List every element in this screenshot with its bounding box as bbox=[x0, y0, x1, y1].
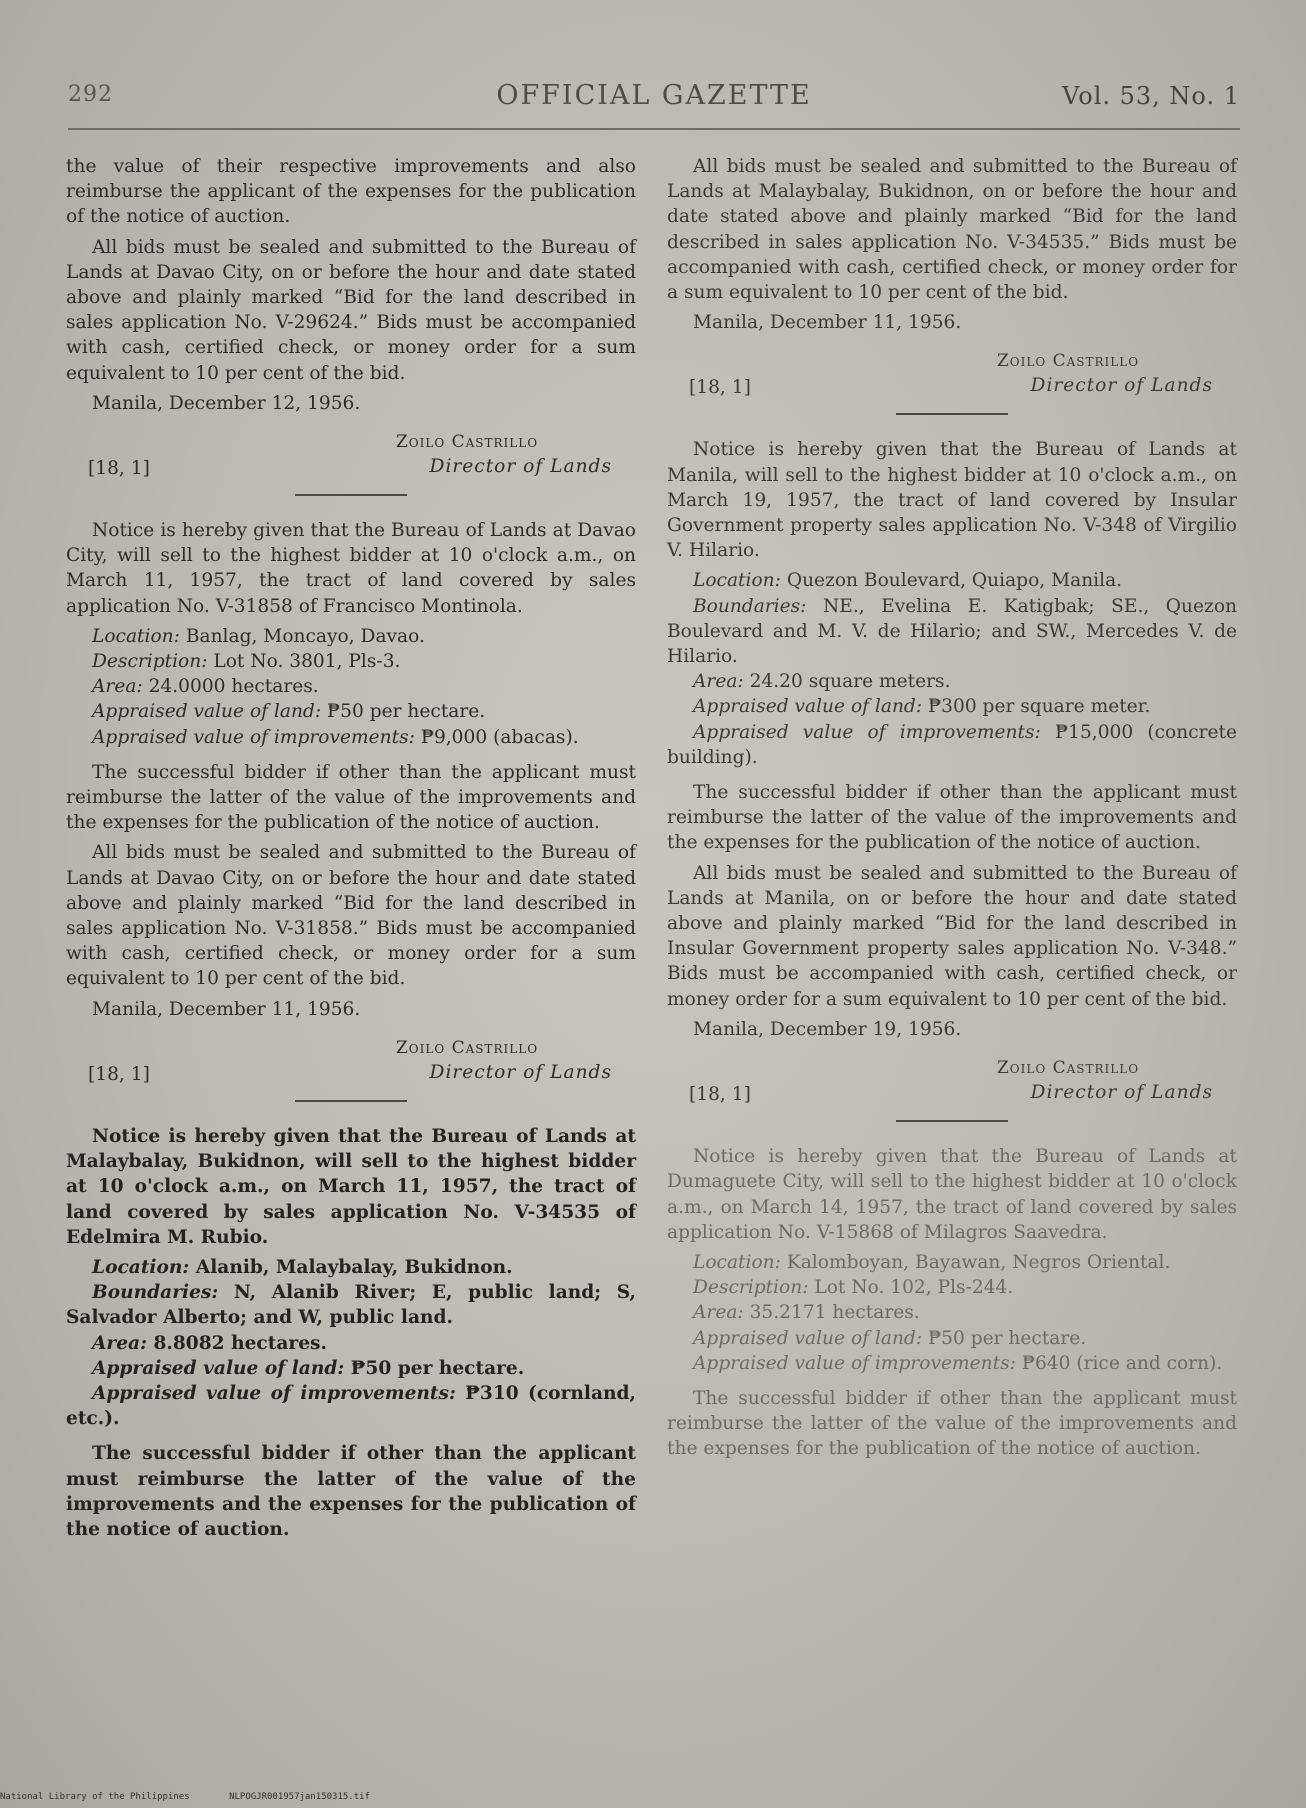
successful-bidder-paragraph: The successful bidder if other than the applicant must reimburse the latter of the value of the improvements and the expenses for the publication of the notice of auction. bbox=[66, 761, 636, 834]
signature-block bbox=[66, 430, 636, 482]
notice-date: Manila, December 11, 1956. bbox=[693, 312, 962, 334]
location-field bbox=[667, 1250, 1237, 1275]
appraised-improvements-label: Appraised value of improvements: bbox=[92, 1382, 456, 1404]
area-value: 24.0000 hectares. bbox=[148, 676, 319, 698]
appraised-improvements-value: ₱310 (cornland, etc.). bbox=[66, 1382, 636, 1430]
library-credit: National Library of the Philippines bbox=[0, 1792, 190, 1802]
location-label: Location: bbox=[92, 1256, 190, 1278]
appraised-land-value: ₱50 per hectare. bbox=[327, 701, 486, 723]
appraised-land-field bbox=[667, 1326, 1237, 1351]
boundaries-field bbox=[66, 1280, 636, 1330]
area-field bbox=[66, 674, 636, 699]
page-number: 292 bbox=[68, 82, 113, 107]
boundaries-value: NE., Evelina E. Katigbak; SE., Quezon Boulevard and M. V. de Hilario; and SW., Mercedes V. de Hilario. bbox=[667, 595, 1237, 668]
description-value: Lot No. 3801, Pls-3. bbox=[213, 651, 401, 673]
area-field bbox=[66, 1331, 636, 1356]
successful-bidder-paragraph: The successful bidder if other than the applicant must reimburse the latter of the value of the improvements and the expenses for the publication of the notice of auction. bbox=[667, 1387, 1237, 1460]
description-value: Lot No. 102, Pls-244. bbox=[814, 1277, 1014, 1299]
appraised-land-value: ₱50 per hectare. bbox=[928, 1327, 1087, 1349]
bids-paragraph: All bids must be sealed and submitted to the Bureau of Lands at Davao City, on or before the hour and date stated above and plainly marked “Bid for the land described in sales application No. V-31858.” Bids must be accompanied with cash, certified check, or money order for a sum equivalent to 10 per cent of the bid. bbox=[66, 842, 636, 990]
appraised-improvements-value: ₱9,000 (abacas). bbox=[420, 726, 579, 748]
appraised-land-value: ₱50 per hectare. bbox=[350, 1357, 525, 1379]
notice-separator bbox=[896, 413, 1008, 415]
appraised-improvements-field bbox=[667, 1351, 1237, 1376]
header-rule bbox=[68, 128, 1240, 130]
location-value: Quezon Boulevard, Quiapo, Manila. bbox=[786, 570, 1123, 592]
notice-intro: Notice is hereby given that the Bureau of Lands at Manila, will sell to the highest bidder at 10 o'clock a.m., on March 19, 1957, the tract of land covered by Insular Government property sales application No. V-348 of Virgilio V. Hilario. bbox=[667, 439, 1237, 562]
issue-reference: [18, 1] bbox=[88, 1063, 150, 1085]
left-column bbox=[66, 154, 636, 1547]
successful-bidder-paragraph: The successful bidder if other than the applicant must reimburse the latter of the value of the improvements and the expenses for the publication of the notice of auction. bbox=[667, 782, 1237, 854]
signature-block bbox=[667, 1056, 1237, 1108]
signatory-name: Zoilo Castrillo bbox=[997, 1058, 1140, 1079]
signature-block bbox=[66, 1036, 636, 1088]
volume-number: Vol. 53, No. 1 bbox=[1062, 82, 1240, 110]
boundaries-label: Boundaries: bbox=[693, 595, 807, 617]
appraised-land-field bbox=[667, 694, 1237, 719]
signatory-title: Director of Lands bbox=[1030, 375, 1213, 397]
appraised-improvements-value: ₱15,000 (concrete building). bbox=[667, 721, 1238, 768]
notice-date: Manila, December 19, 1956. bbox=[693, 1018, 962, 1040]
location-label: Location: bbox=[693, 1251, 781, 1273]
notice-intro: Notice is hereby given that the Bureau of Lands at Malaybalay, Bukidnon, will sell to the highest bidder at 10 o'clock a.m., on March 11, 1957, the tract of land covered by sales application No. V-34535 of Edelmira M. Rubio. bbox=[66, 1125, 636, 1248]
area-label: Area: bbox=[693, 671, 744, 693]
appraised-land-label: Appraised value of land: bbox=[92, 1357, 345, 1379]
notice-block bbox=[667, 1144, 1237, 1461]
boundaries-field bbox=[667, 594, 1237, 670]
appraised-land-label: Appraised value of land: bbox=[92, 701, 322, 723]
notice-date: Manila, December 11, 1956. bbox=[92, 998, 361, 1020]
signatory-title: Director of Lands bbox=[429, 1061, 612, 1083]
location-value: Kalomboyan, Bayawan, Negros Oriental. bbox=[786, 1251, 1171, 1273]
description-label: Description: bbox=[92, 651, 208, 673]
appraised-improvements-label: Appraised value of improvements: bbox=[693, 721, 1041, 743]
area-value: 35.2171 hectares. bbox=[749, 1302, 920, 1324]
location-label: Location: bbox=[92, 625, 180, 647]
bids-paragraph: All bids must be sealed and submitted to the Bureau of Lands at Malaybalay, Bukidnon, on or before the hour and date stated above and plainly marked “Bid for the land described in sales application No. V-34535.” Bids must be accompanied with cash, certified check, or money order for a sum equivalent to 10 per cent of the bid. bbox=[667, 156, 1237, 304]
location-value: Banlag, Moncayo, Davao. bbox=[185, 625, 425, 647]
signatory-name: Zoilo Castrillo bbox=[396, 1037, 539, 1058]
appraised-land-label: Appraised value of land: bbox=[693, 1327, 923, 1349]
right-column bbox=[667, 154, 1237, 1467]
scan-footer bbox=[0, 1792, 404, 1802]
appraised-improvements-label: Appraised value of improvements: bbox=[693, 1352, 1016, 1374]
description-label: Description: bbox=[693, 1277, 809, 1299]
signature-block bbox=[667, 349, 1237, 401]
description-field bbox=[66, 649, 636, 674]
location-value: Alanib, Malaybalay, Bukidnon. bbox=[195, 1256, 513, 1278]
signatory-title: Director of Lands bbox=[1030, 1082, 1213, 1104]
page-header bbox=[68, 82, 1240, 116]
continued-paragraph: the value of their respective improvements and also reimburse the applicant of the expenses for the publication of the notice of auction. bbox=[66, 156, 636, 228]
location-field bbox=[667, 568, 1237, 593]
appraised-improvements-field bbox=[667, 720, 1237, 770]
scan-filename: NLPOGJR001957jan150315.tif bbox=[229, 1792, 370, 1802]
bids-paragraph: All bids must be sealed and submitted to the Bureau of Lands at Davao City, on or before the hour and date stated above and plainly marked “Bid for the land described in sales application No. V-29624.” Bids must be accompanied with cash, certified check, or money order for a sum equivalent to 10 per cent of the bid. bbox=[66, 236, 636, 384]
appraised-improvements-label: Appraised value of improvements: bbox=[92, 726, 415, 748]
appraised-land-value: ₱300 per square meter. bbox=[928, 696, 1151, 718]
signatory-name: Zoilo Castrillo bbox=[997, 351, 1140, 372]
location-label: Location: bbox=[693, 570, 781, 592]
issue-reference: [18, 1] bbox=[88, 458, 150, 480]
appraised-improvements-value: ₱640 (rice and corn). bbox=[1021, 1352, 1223, 1374]
appraised-land-field bbox=[66, 1356, 636, 1381]
appraised-land-label: Appraised value of land: bbox=[693, 696, 923, 718]
appraised-improvements-field bbox=[66, 725, 636, 750]
area-label: Area: bbox=[92, 676, 143, 698]
area-field bbox=[667, 1300, 1237, 1325]
location-field bbox=[66, 1255, 636, 1280]
issue-reference: [18, 1] bbox=[689, 1084, 751, 1106]
area-value: 8.8082 hectares. bbox=[153, 1332, 327, 1354]
notice-intro: Notice is hereby given that the Bureau of Lands at Dumaguete City, will sell to the highest bidder at 10 o'clock a.m., on March 14, 1957, the tract of land covered by sales application No. V-15868 of Milagros Saavedra. bbox=[667, 1146, 1237, 1243]
notice-block bbox=[66, 1124, 636, 1542]
appraised-land-field bbox=[66, 699, 636, 724]
description-field bbox=[667, 1275, 1237, 1300]
boundaries-label: Boundaries: bbox=[92, 1282, 219, 1304]
notice-separator bbox=[295, 494, 407, 496]
area-label: Area: bbox=[92, 1332, 147, 1354]
signatory-title: Director of Lands bbox=[429, 456, 612, 478]
signatory-name: Zoilo Castrillo bbox=[396, 432, 539, 453]
location-field bbox=[66, 624, 636, 649]
notice-date: Manila, December 12, 1956. bbox=[92, 392, 361, 414]
bids-paragraph: All bids must be sealed and submitted to the Bureau of Lands at Manila, on or before the hour and date stated above and plainly marked “Bid for the land described in Insular Government property sales application No. V-348.” Bids must be accompanied with cash, certified check, or money order for a sum equivalent to 10 per cent of the bid. bbox=[667, 862, 1237, 1010]
boundaries-value: N, Alanib River; E, public land; S, Salvador Alberto; and W, public land. bbox=[66, 1282, 636, 1329]
area-field bbox=[667, 669, 1237, 694]
notice-intro: Notice is hereby given that the Bureau of Lands at Davao City, will sell to the highest bidder at 10 o'clock a.m., on March 11, 1957, the tract of land covered by sales application No. V-31858 of Francisco Montinola. bbox=[66, 520, 636, 617]
issue-reference: [18, 1] bbox=[689, 377, 751, 399]
notice-separator bbox=[896, 1120, 1008, 1122]
area-value: 24.20 square meters. bbox=[749, 671, 951, 693]
publication-title: OFFICIAL GAZETTE bbox=[496, 80, 812, 111]
successful-bidder-paragraph: The successful bidder if other than the applicant must reimburse the latter of the value of the improvements and the expenses for the publication of the notice of auction. bbox=[66, 1443, 636, 1540]
appraised-improvements-field bbox=[66, 1381, 636, 1431]
notice-separator bbox=[295, 1100, 407, 1102]
area-label: Area: bbox=[693, 1302, 744, 1324]
